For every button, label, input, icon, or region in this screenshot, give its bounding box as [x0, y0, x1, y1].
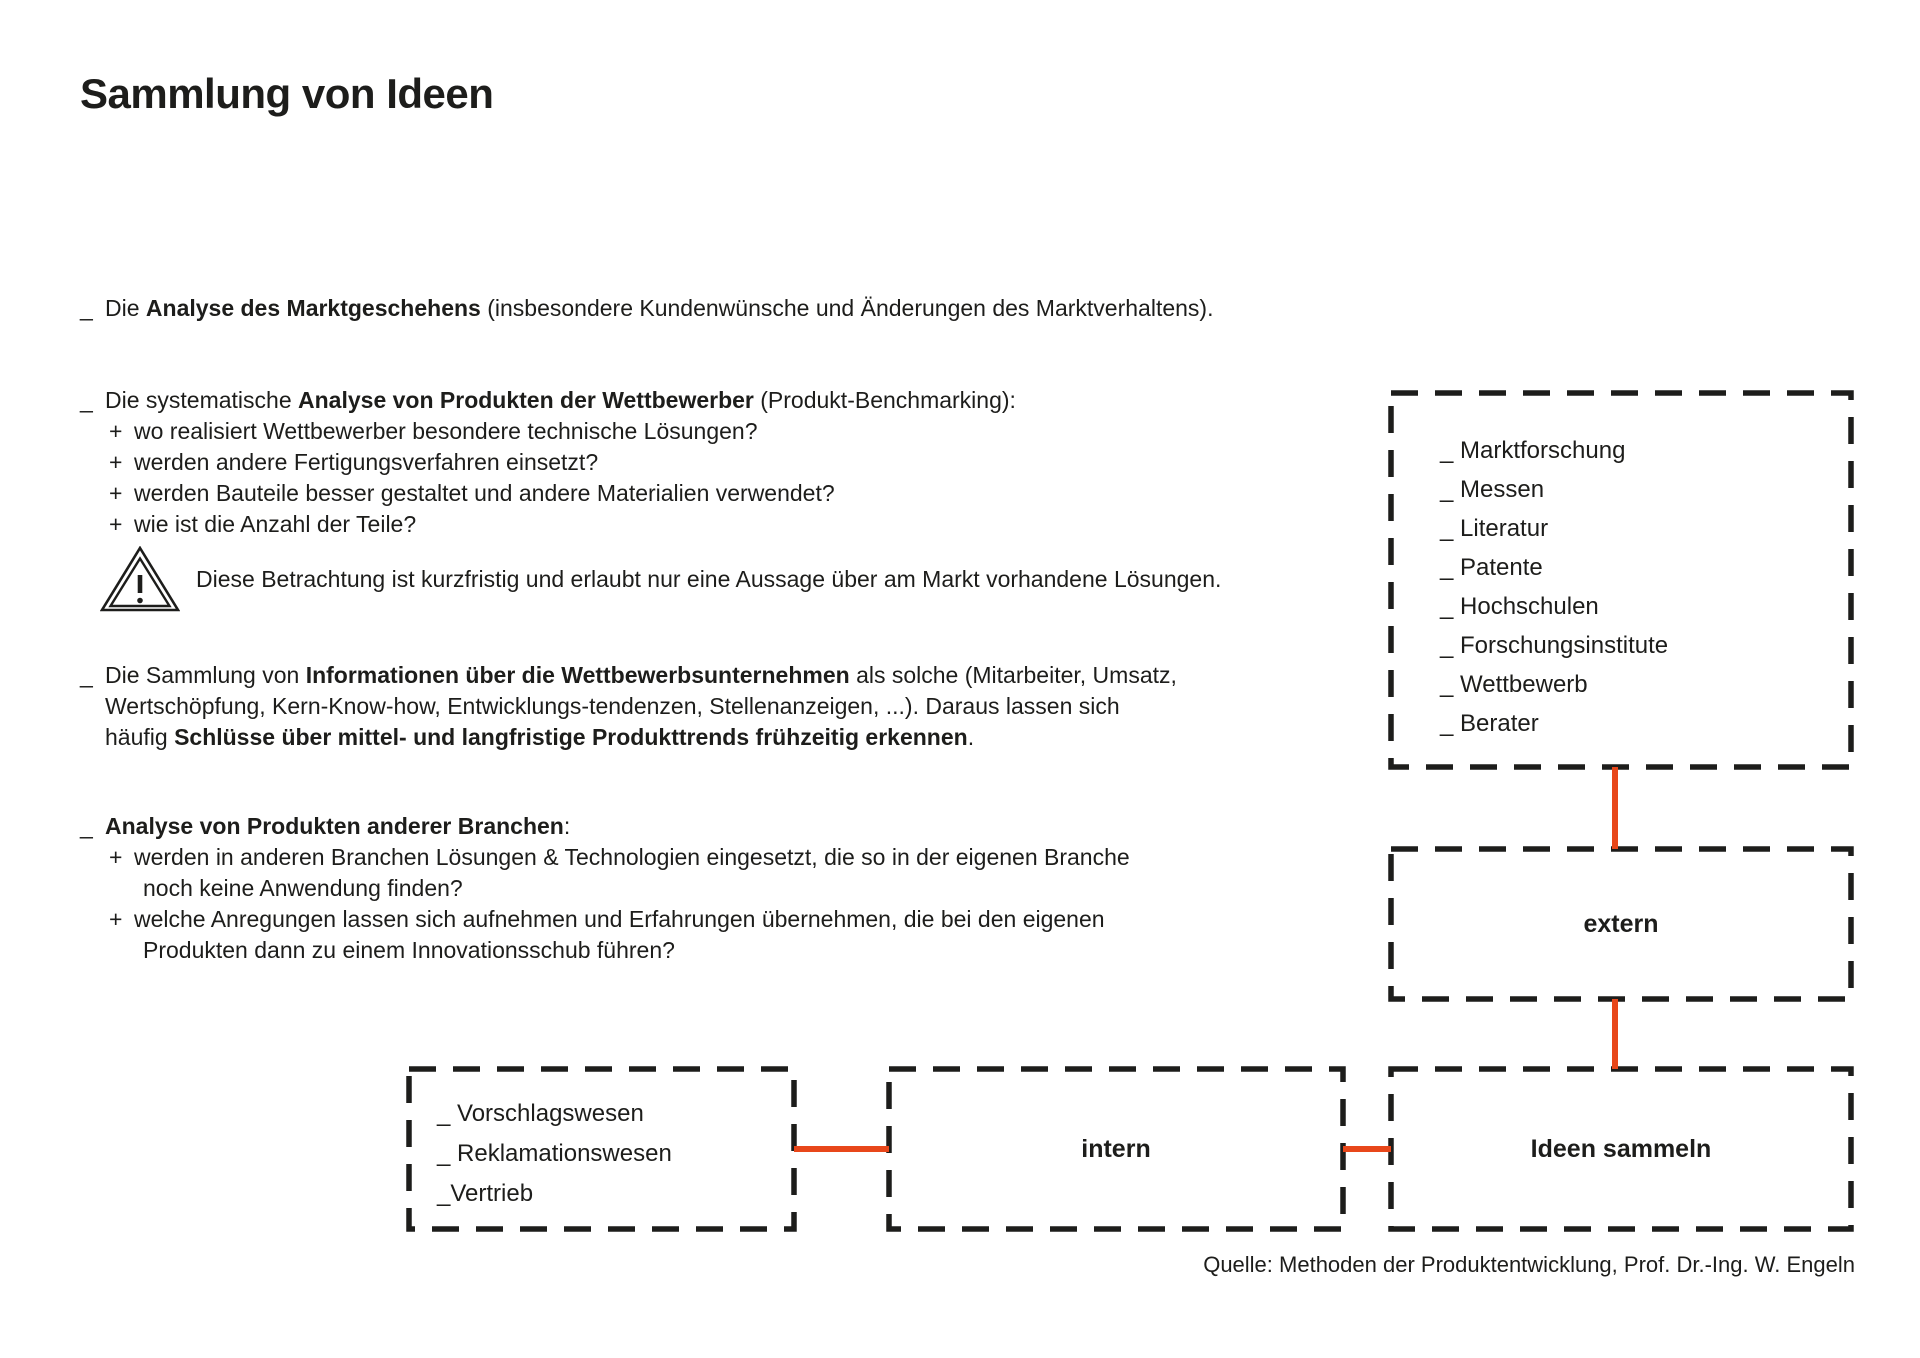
bullet-text: Die systematische Analyse von Produkten der Wettbewerber (Produkt-Benchmarking):: [105, 387, 1016, 413]
dash-bullet-marker: _: [80, 295, 93, 321]
plus-marker: +: [109, 480, 123, 506]
bullet-text: Die Analyse des Marktgeschehens (insbesondere Kundenwünsche und Änderungen des Marktverhaltens).: [105, 295, 1214, 321]
internal-sources-list: [437, 1094, 672, 1214]
sub-bullet-text: noch keine Anwendung finden?: [143, 875, 463, 901]
list-item: _ Forschungsinstitute: [1440, 632, 1669, 659]
list-item: _ Messen: [1440, 476, 1545, 503]
extern-label: extern: [1583, 910, 1659, 938]
list-item: _ Patente: [1440, 554, 1543, 581]
bullet-text: Die Sammlung von Informationen über die Wettbewerbsunternehmen als solche (Mitarbeiter, Umsatz,: [105, 662, 1177, 688]
dash-bullet-marker: _: [80, 813, 93, 839]
list-item: _ Literatur: [1440, 515, 1549, 542]
sub-bullet-text: Produkten dann zu einem Innovationsschub führen?: [143, 937, 675, 963]
list-item: _ Marktforschung: [1440, 437, 1626, 464]
list-item: _ Berater: [1440, 710, 1539, 737]
collect-ideas-label: Ideen sammeln: [1530, 1135, 1712, 1163]
sub-bullet-text: wo realisiert Wettbewerber besondere technische Lösungen?: [134, 418, 758, 444]
intern-label: intern: [1081, 1135, 1151, 1163]
dash-bullet-marker: _: [80, 662, 93, 688]
plus-marker: +: [109, 844, 123, 870]
sub-bullet-text: wie ist die Anzahl der Teile?: [134, 511, 417, 537]
sub-bullet-text: werden in anderen Branchen Lösungen & Technologien eingesetzt, die so in der eigenen Branche: [134, 844, 1130, 870]
list-item: _ Vorschlagswesen: [437, 1100, 644, 1127]
list-item: _ Wettbewerb: [1440, 671, 1588, 698]
plus-marker: +: [109, 906, 123, 932]
plus-marker: +: [109, 511, 123, 537]
sub-bullet-text: welche Anregungen lassen sich aufnehmen und Erfahrungen übernehmen, die bei den eigenen: [134, 906, 1105, 932]
external-sources-list: [1440, 431, 1668, 743]
plus-marker: +: [109, 418, 123, 444]
bullet-text: häufig Schlüsse über mittel- und langfristige Produkttrends frühzeitig erkennen.: [105, 724, 975, 750]
sub-bullet-text: werden andere Fertigungsverfahren einsetzt?: [134, 449, 599, 475]
source-credit: Quelle: Methoden der Produktentwicklung, Prof. Dr.-Ing. W. Engeln: [1203, 1252, 1855, 1277]
warning-text: Diese Betrachtung ist kurzfristig und erlaubt nur eine Aussage über am Markt vorhandene Lösungen.: [196, 565, 1222, 592]
plus-marker: +: [109, 449, 123, 475]
page-title: Sammlung von Ideen: [80, 70, 494, 117]
bullet-text: Wertschöpfung, Kern-Know-how, Entwicklungs-tendenzen, Stellenanzeigen, ...). Daraus lassen sich: [105, 693, 1120, 719]
list-item: _ Hochschulen: [1440, 593, 1599, 620]
bullet-text: Analyse von Produkten anderer Branchen:: [105, 813, 571, 839]
sub-bullet-text: werden Bauteile besser gestaltet und andere Materialien verwendet?: [134, 480, 835, 506]
dash-bullet-marker: _: [80, 387, 93, 413]
list-item: _Vertrieb: [437, 1180, 534, 1207]
list-item: _ Reklamationswesen: [437, 1140, 672, 1167]
